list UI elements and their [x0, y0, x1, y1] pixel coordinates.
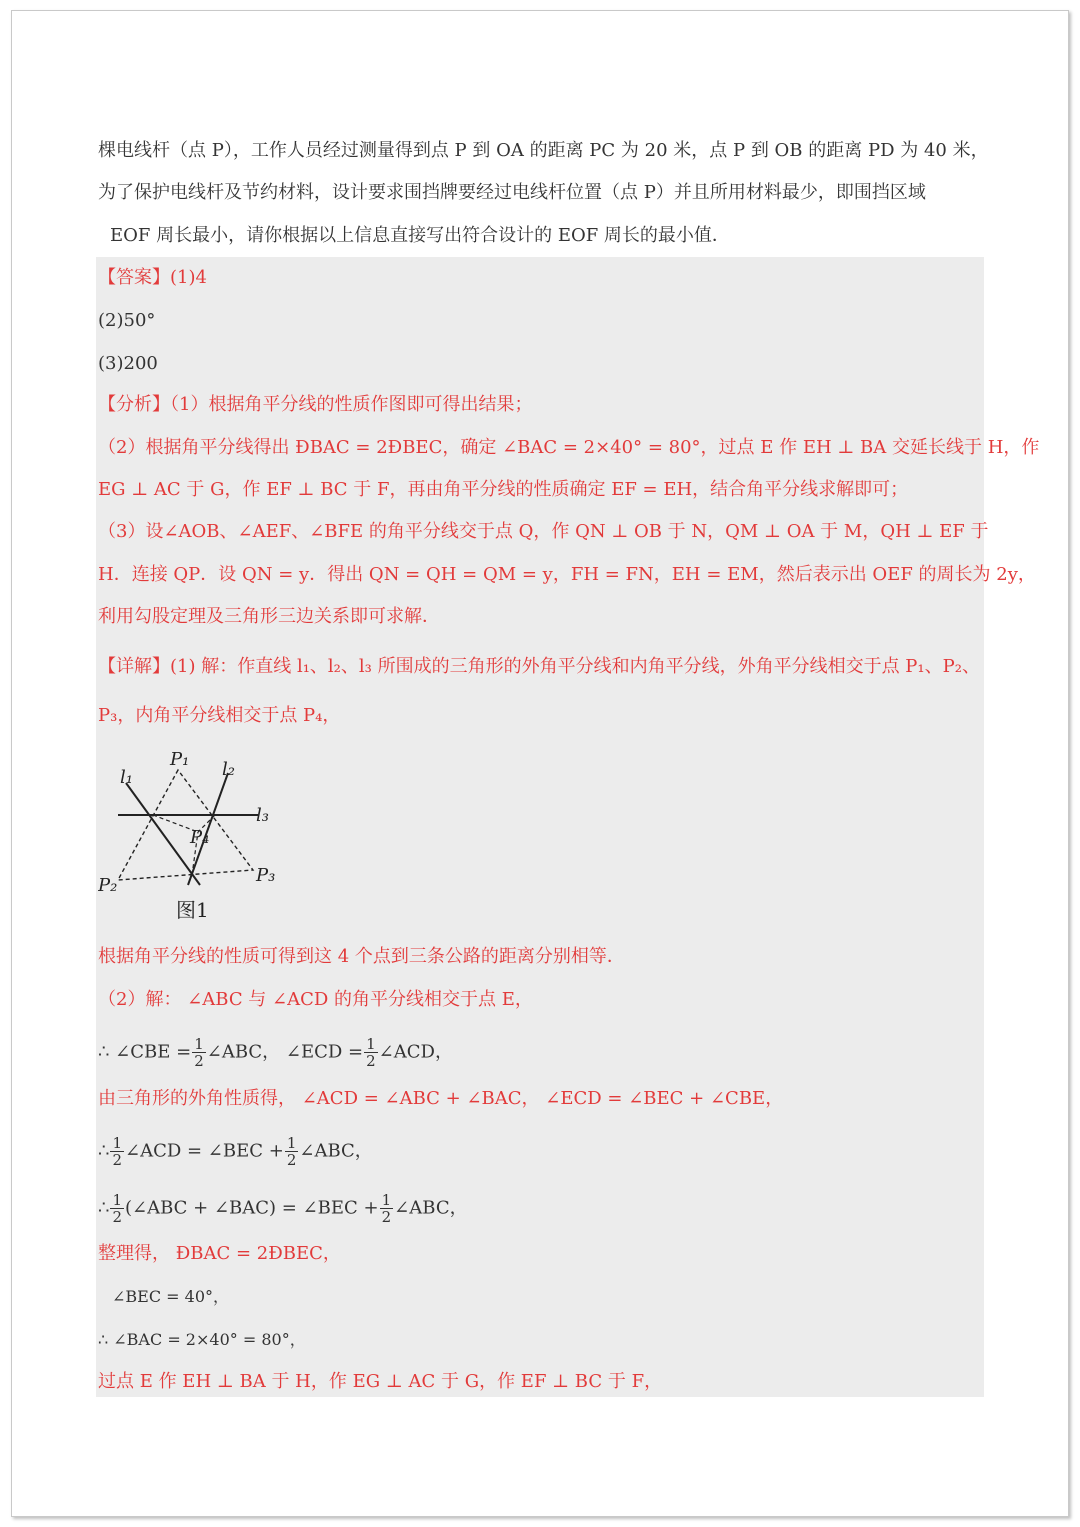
fraction-half [110, 1135, 124, 1168]
label-P4: P₄ [190, 827, 210, 848]
detail-line-1 [98, 655, 980, 679]
fraction-denominator: 2 [381, 1208, 392, 1226]
label-l1: l₁ [120, 767, 133, 788]
fraction-half [110, 1192, 124, 1225]
fraction-denominator: 2 [112, 1208, 122, 1226]
fraction-numerator: 1 [194, 1035, 204, 1053]
figure-caption: 图1 [176, 898, 209, 922]
fraction-denominator: 2 [366, 1052, 376, 1070]
analysis-p2: （2）根据角平分线得出 ÐBAC = 2ÐBEC，确定 ∠BAC = 2×40° = 80°，过点 E 作 EH ⊥ BA 交延长线于 H，作 [98, 437, 1040, 458]
label-l2: l₂ [222, 759, 235, 780]
detail-d5 [98, 1036, 453, 1069]
label-P1: P₁ [170, 749, 190, 770]
fraction-numerator: 1 [366, 1035, 376, 1053]
analysis-label: 【分析】 [98, 394, 170, 415]
fraction-numerator: 1 [381, 1191, 392, 1209]
detail-d7b: ∠ACD = ∠BEC + [125, 1140, 284, 1162]
analysis-p6: 利用勾股定理及三角形三边关系即可求解． [98, 606, 440, 627]
problem-line-2: 为了保护电线杆及节约材料，设计要求围挡牌要经过电线杆位置（点 P）并且所用材料最少，即围挡区域 [98, 182, 926, 203]
analysis-p4: （3）设∠AOB、∠AEF、∠BFE 的角平分线交于点 Q，作 QN ⊥ OB 于 N，QM ⊥ OA 于 M，QH ⊥ EF 于 [98, 521, 989, 542]
label-l3: l₃ [256, 805, 269, 826]
figure-1 [98, 745, 288, 925]
detail-d1: (1) 解：作直线 l₁、l₂、l₃ 所围成的三角形的外角平分线和内角平分线，外角平分线相交于点 P₁、P₂、 [170, 656, 980, 677]
fraction-denominator: 2 [194, 1052, 204, 1070]
analysis-line-1 [98, 393, 532, 417]
fraction-half [380, 1192, 394, 1225]
fraction-numerator: 1 [286, 1134, 297, 1152]
detail-d11: ∴ ∠BAC = 2×40° = 80°， [98, 1330, 306, 1349]
detail-d8b: (∠ABC + ∠BAC) = ∠BEC + [125, 1197, 379, 1219]
line-l1 [126, 783, 200, 885]
fraction-denominator: 2 [112, 1151, 122, 1169]
label-P3: P₃ [256, 865, 276, 886]
label-P2: P₂ [98, 875, 118, 896]
figure-1-svg [98, 745, 288, 925]
answer-3: (3)200 [98, 353, 158, 374]
detail-d6: 由三角形的外角性质得， ∠ACD = ∠ABC + ∠BAC， ∠ECD = ∠BEC + ∠CBE， [98, 1088, 784, 1109]
detail-d8a: ∴ [98, 1197, 110, 1219]
fraction-half [364, 1036, 378, 1069]
detail-d4: （2）解： ∠ABC 与 ∠ACD 的角平分线相交于点 E， [98, 989, 533, 1010]
fraction-half [285, 1135, 299, 1168]
detail-d5b: ∠ABC， ∠ECD = [206, 1041, 364, 1063]
problem-line-3: EOF 周长最小，请你根据以上信息直接写出符合设计的 EOF 周长的最小值． [110, 225, 730, 246]
answer-1: (1)4 [170, 267, 207, 288]
detail-d12: 过点 E 作 EH ⊥ BA 于 H，作 EG ⊥ AC 于 G，作 EF ⊥ BC 于 F， [98, 1371, 663, 1392]
fraction-half [192, 1036, 206, 1069]
fraction-numerator: 1 [112, 1191, 122, 1209]
answer-label: 【答案】 [98, 267, 170, 288]
detail-d5c: ∠ACD， [378, 1041, 453, 1063]
detail-d9: 整理得， ÐBAC = 2ÐBEC， [98, 1243, 341, 1264]
analysis-p1: （1）根据角平分线的性质作图即可得出结果； [170, 394, 533, 415]
detail-d8 [98, 1192, 468, 1225]
detail-d7a: ∴ [98, 1140, 110, 1162]
detail-d7 [98, 1135, 373, 1168]
fraction-denominator: 2 [286, 1151, 297, 1169]
detail-d2: P₃，内角平分线相交于点 P₄， [98, 705, 341, 726]
detail-label: 【详解】 [98, 656, 170, 677]
detail-d7c: ∠ABC， [299, 1140, 373, 1162]
detail-d8c: ∠ABC， [394, 1197, 468, 1219]
fraction-numerator: 1 [112, 1134, 122, 1152]
answer-2: (2)50° [98, 310, 156, 331]
problem-line-1: 棵电线杆（点 P），工作人员经过测量得到点 P 到 OA 的距离 PC 为 20 米，点 P 到 OB 的距离 PD 为 40 米， [98, 140, 989, 161]
detail-d3: 根据角平分线的性质可得到这 4 个点到三条公路的距离分别相等． [98, 946, 625, 967]
analysis-p5: H．连接 QP．设 QN = y．得出 QN = QH = QM = y，FH = FN，EH = EM，然后表示出 OEF 的周长为 2y， [98, 564, 1036, 585]
detail-d5a: ∴ ∠CBE = [98, 1041, 192, 1063]
analysis-p3: EG ⊥ AC 于 G，作 EF ⊥ BC 于 F，再由角平分线的性质确定 EF = EH，结合角平分线求解即可； [98, 479, 909, 500]
detail-d10: ∠BEC = 40°， [112, 1287, 230, 1306]
answer-line-1 [98, 266, 207, 290]
